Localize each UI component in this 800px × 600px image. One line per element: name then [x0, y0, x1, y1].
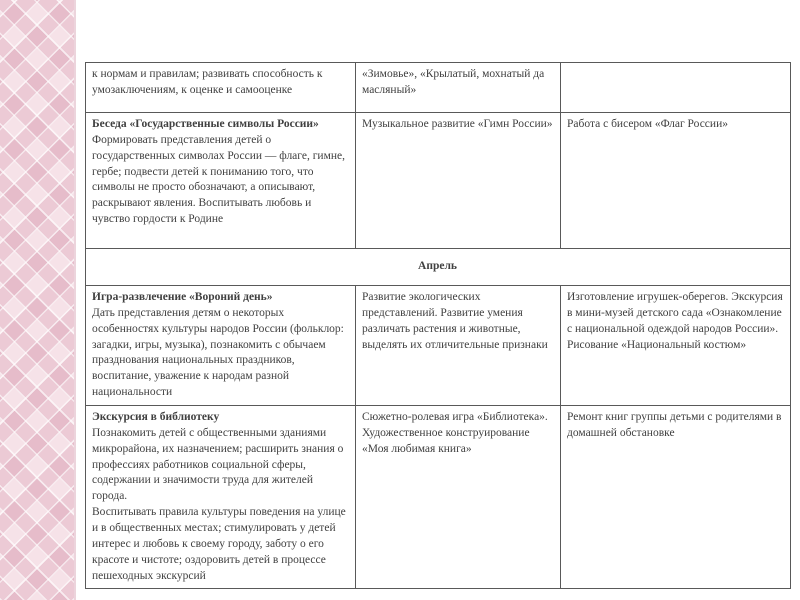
- cell-text: Изготовление игрушек-оберегов. Экскурсия в мини-музей детского сада «Ознакомление с национальной одеждой народов России». Рисование «Национальный костюм»: [567, 291, 783, 351]
- cell-text: Дать представления детям о некоторых особенностях культуры народов России (фольклор: загадки, игры, музыка), познакомить с обычаем празднования национальных праздников, воспитание, уважение к народам разной национальности: [92, 306, 344, 399]
- cell-text: к нормам и правилам; развивать способность к умозаключениям, к оценке и самооценке: [92, 68, 323, 96]
- table-cell: [561, 406, 791, 589]
- schedule-table: [85, 62, 791, 589]
- month-header: Апрель: [418, 260, 457, 273]
- table-row: [86, 286, 791, 406]
- cell-text: Познакомить детей с общественными зданиями микрорайона, их назначением; расширить знания о профессиях работников социальной сферы, содержании и значимости труда для жителей города.: [92, 426, 344, 503]
- table-cell: [86, 406, 356, 589]
- table-cell: [356, 406, 561, 589]
- cell-text: Воспитывать правила культуры поведения на улице и в общественных местах; стимулировать у детей интерес и любовь к своему городу, заботу о его красоте и чистоте; оздоровить детей в процессе пешеходных экскурсий: [92, 506, 346, 582]
- month-header-cell: [86, 249, 791, 286]
- cell-text: Развитие экологических представлений. Развитие умения различать растения и животные, выделять их отличительные признаки: [362, 291, 548, 351]
- activity-title: Беседа «Государственные символы России»: [92, 118, 319, 130]
- table-cell: [356, 63, 561, 113]
- table-cell: [356, 286, 561, 406]
- table-row: [86, 63, 791, 113]
- table-cell: [561, 286, 791, 406]
- table-cell: [356, 113, 561, 249]
- cell-text: Ремонт книг группы детьми с родителями в домашней обстановке: [567, 411, 782, 439]
- table-row: [86, 406, 791, 589]
- table-row: [86, 113, 791, 249]
- decorative-pink-pattern: [0, 0, 76, 600]
- cell-text: Формировать представления детей о государственных символах России — флаге, гимне, гербе; подвести детей к пониманию того, что символы не просто обозначают, а описывают, раскрывают явления. Воспитывать любовь и чувство гордости к Родине: [92, 133, 345, 226]
- cell-text: «Зимовье», «Крылатый, мохнатый да масляный»: [362, 68, 545, 96]
- table-cell: [86, 286, 356, 406]
- activity-title: Игра-развлечение «Вороний день»: [92, 291, 273, 303]
- cell-text: Музыкальное развитие «Гимн России»: [362, 118, 553, 130]
- cell-text: Работа с бисером «Флаг России»: [567, 118, 728, 130]
- activity-title: Экскурсия в библиотеку: [92, 411, 220, 424]
- table-cell: [561, 63, 791, 113]
- cell-text: Сюжетно-ролевая игра «Библиотека». Художественное конструирование «Моя любимая книга»: [362, 411, 548, 455]
- month-header-row: [86, 249, 791, 286]
- table-cell: [561, 113, 791, 249]
- table-cell: [86, 63, 356, 113]
- table-cell: [86, 113, 356, 249]
